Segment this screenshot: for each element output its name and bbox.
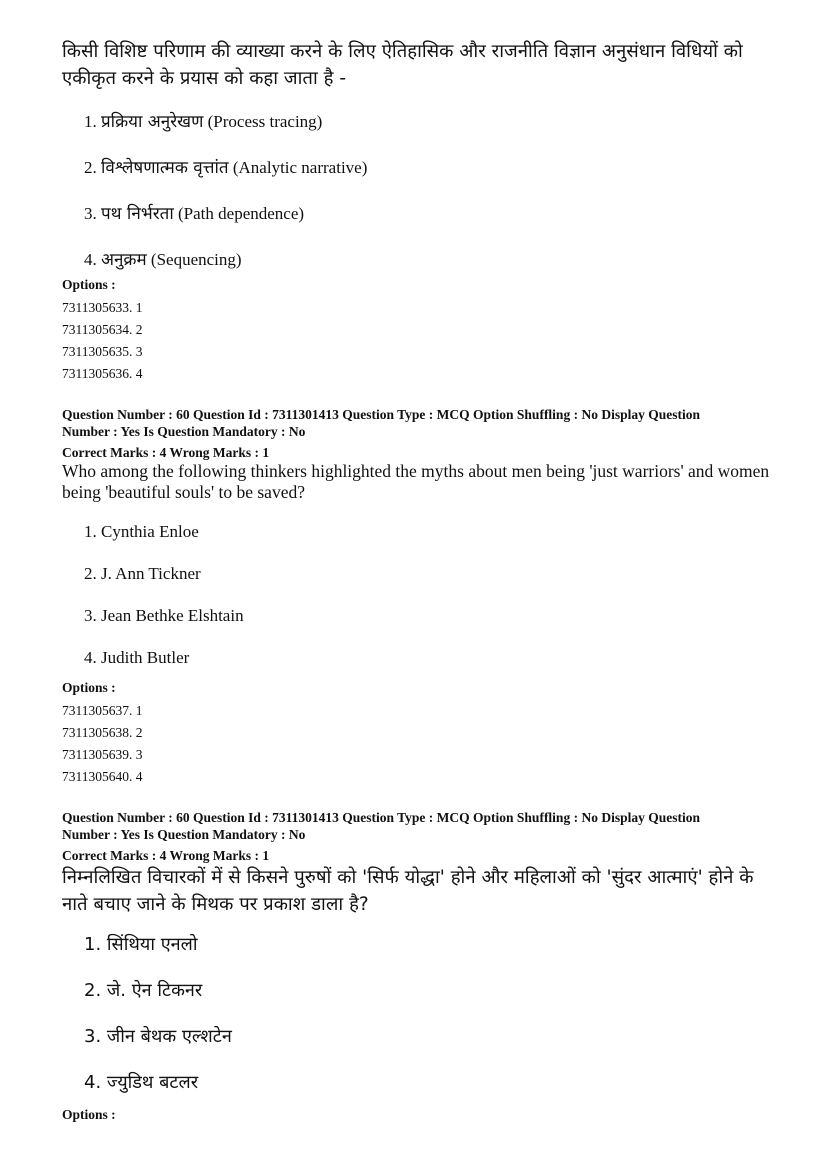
options-label: Options : xyxy=(62,680,116,695)
choice-2: 2. J. Ann Tickner xyxy=(84,564,201,583)
option-id-row: 7311305635. 3 xyxy=(62,344,143,359)
question-3-text-hindi: निम्नलिखित विचारकों में से किसने पुरुषों को 'सिर्फ योद्धा' होने और महिलाओं को 'सुंदर आत्माएं' होने के नाते बचाए जाने के मिथक पर प्रकाश डाला है? xyxy=(62,867,754,915)
choice-2: 2. विश्लेषणात्मक वृत्तांत (Analytic narrative) xyxy=(84,158,368,178)
option-id-row: 7311305638. 2 xyxy=(62,725,143,740)
question-meta-line: Number : Yes Is Question Mandatory : No xyxy=(62,424,306,439)
options-label: Options : xyxy=(62,277,116,292)
option-id-row: 7311305640. 4 xyxy=(62,769,143,784)
choice-3: 3. पथ निर्भरता (Path dependence) xyxy=(84,204,305,224)
option-id-row: 7311305633. 1 xyxy=(62,300,143,315)
choice-4: 4. Judith Butler xyxy=(84,648,190,667)
question-meta-line: Number : Yes Is Question Mandatory : No xyxy=(62,827,306,842)
choice-3: 3. Jean Bethke Elshtain xyxy=(84,606,244,625)
question-meta-line: Question Number : 60 Question Id : 7311301413 Question Type : MCQ Option Shuffling : No Display Question xyxy=(62,810,700,825)
option-id-row: 7311305637. 1 xyxy=(62,703,143,718)
choice-1: 1. सिंथिया एनलो xyxy=(84,934,198,955)
marks-line: Correct Marks : 4 Wrong Marks : 1 xyxy=(62,848,270,863)
options-label: Options : xyxy=(62,1107,116,1122)
question-paper-page xyxy=(62,38,772,1123)
choice-2: 2. जे. ऐन टिकनर xyxy=(84,980,203,1001)
choice-1: 1. Cynthia Enloe xyxy=(84,522,199,541)
choice-1: 1. प्रक्रिया अनुरेखण (Process tracing) xyxy=(84,112,323,132)
option-id-row: 7311305639. 3 xyxy=(62,747,143,762)
question-1-text-hindi: किसी विशिष्ट परिणाम की व्याख्या करने के लिए ऐतिहासिक और राजनीति विज्ञान अनुसंधान विधियों को एकीकृत करने के प्रयास को कहा जाता है - xyxy=(62,41,743,89)
question-meta-line: Question Number : 60 Question Id : 7311301413 Question Type : MCQ Option Shuffling : No Display Question xyxy=(62,407,700,422)
question-2-text: Who among the following thinkers highlighted the myths about men being 'just warriors' and women being 'beautiful souls' to be saved? xyxy=(62,461,770,502)
option-id-row: 7311305634. 2 xyxy=(62,322,143,337)
choice-3: 3. जीन बेथक एल्शटेन xyxy=(84,1026,232,1047)
option-id-row: 7311305636. 4 xyxy=(62,366,143,381)
marks-line: Correct Marks : 4 Wrong Marks : 1 xyxy=(62,445,270,460)
choice-4: 4. अनुक्रम (Sequencing) xyxy=(84,250,242,270)
choice-4: 4. ज्युडिथ बटलर xyxy=(84,1072,199,1093)
